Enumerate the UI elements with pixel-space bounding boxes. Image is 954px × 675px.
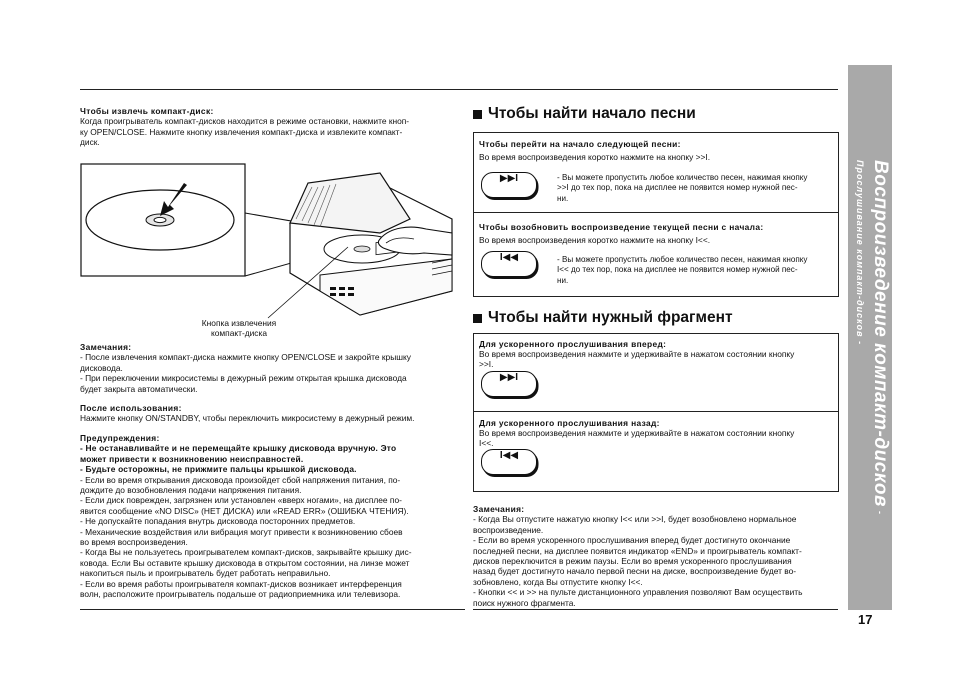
fast-forward-button: [481, 371, 537, 397]
note-line: - После извлечения компакт-диска нажмите кнопку OPEN/CLOSE и закройте крышку: [80, 352, 411, 363]
eject-illustration: [80, 163, 462, 338]
note-line: - Кнопки << и >> на пульте дистанционного управления позволяют Вам осуществить: [473, 587, 803, 598]
top-rule: [80, 89, 838, 90]
warning-line: ковода. Если Вы оставите крышку дисковода в открытом состоянии, на линзе может: [80, 557, 410, 568]
next-track-icon: ▶▶I: [499, 173, 519, 184]
caption-line: компакт-диска: [210, 328, 267, 339]
fast-reverse-box: [473, 411, 839, 492]
fast-reverse-icon: I◀◀: [499, 450, 519, 461]
section2-title-text: Чтобы найти нужный фрагмент: [488, 309, 733, 326]
warning-line: - Не допускайте попадания внутрь дисковода посторонних предметов.: [80, 516, 356, 527]
previous-track-button: [481, 251, 537, 277]
warning-bold-line: - Будьте осторожны, не прижмите пальцы крышкой дисковода.: [80, 464, 357, 475]
note-line: - Если во время ускоренного прослушивания вперед будет достигнуто окончание: [473, 535, 791, 546]
eject-caption: [184, 318, 294, 339]
lid: [290, 173, 410, 233]
right-notes-heading: Замечания:: [473, 504, 525, 514]
fast-reverse-heading: Для ускоренного прослушивания назад:: [479, 418, 660, 428]
eject-line: ку OPEN/CLOSE. Нажмите кнопку извлечения компакт-диска и извлеките компакт-: [80, 126, 403, 137]
next-track-button: [481, 172, 537, 198]
warning-line: - Если во время работы проигрывателя компакт-дисков возникает интерференция: [80, 578, 402, 589]
note-line: назад будет достигнуто начало первой песни на диске, воспроизведение будет во-: [473, 566, 797, 577]
warning-bold-line: - Не останавливайте и не перемещайте крышку дисковода вручную. Это: [80, 443, 397, 454]
restart-song-box: [473, 212, 839, 297]
bottom-rule-left: [80, 609, 465, 610]
next-song-box: [473, 132, 839, 214]
note-line: ни.: [557, 275, 569, 285]
note-line: - Вы можете пропустить любое количество песен, нажимая кнопку: [557, 173, 808, 182]
eject-line: диск.: [80, 137, 100, 148]
next-song-heading: Чтобы перейти на начало следующей песни:: [479, 139, 681, 149]
warning-line: во время воспроизведения.: [80, 537, 188, 548]
warning-line: - Когда Вы не пользуетесь проигрывателем компакт-дисков, закрывайте крышку дис-: [80, 547, 412, 558]
warning-bold-line: может привести к возникновению неисправностей.: [80, 453, 304, 464]
note-line: - Вы можете пропустить любое количество песен, нажимая кнопку: [557, 255, 808, 264]
note-line: зобновлено, когда Вы отпустите кнопку I<<.: [473, 576, 643, 587]
page-number: 17: [858, 612, 873, 627]
next-song-line: Во время воспроизведения коротко нажмите на кнопку >>I.: [479, 152, 711, 162]
note-line: - При переключении микросистемы в дежурный режим открытая крышка дисковода: [80, 373, 407, 384]
bottom-rule-right: [473, 609, 838, 610]
fast-forward-box: [473, 333, 839, 413]
fast-forward-text: [479, 349, 835, 370]
text-line: I<<.: [479, 438, 494, 449]
fast-reverse-text: [479, 428, 835, 449]
note-line: I<< до тех пор, пока на дисплее не появится номер нужной пес-: [557, 265, 798, 275]
eject-section: [80, 106, 470, 148]
note-line: последней песни, на дисплее появится индикатор «END» и проигрыватель компакт-: [473, 545, 802, 556]
warning-line: - Механические воздействия или вибрация могут привести к возникновению сбоев: [80, 526, 403, 537]
warning-line: дождите до возобновления подачи напряжения питания.: [80, 485, 302, 496]
warning-line: - Если диск поврежден, загрязнен или установлен «вверх ногами», на дисплее по-: [80, 495, 402, 506]
caption-line: Кнопка извлечения: [201, 318, 277, 328]
next-song-note: [557, 173, 837, 204]
section2-title: [473, 309, 733, 327]
left-notes: [80, 342, 470, 394]
warning-line: накопиться пыль и проигрыватель будет работать неправильно.: [80, 568, 331, 579]
note-line: >>I до тех пор, пока на дисплее не появится номер нужной пес-: [557, 183, 798, 193]
warnings-section: [80, 433, 472, 600]
fast-reverse-button: [481, 449, 537, 475]
fast-forward-icon: ▶▶I: [499, 372, 519, 383]
warning-line: - Если во время открывания дисковода произойдет сбой напряжения питания, по-: [80, 474, 401, 485]
restart-song-line: Во время воспроизведения коротко нажмите на кнопку I<<.: [479, 235, 711, 245]
note-line: дисков переключится в режим паузы. Если во время ускоренного прослушивания: [473, 556, 792, 567]
after-use-heading: После использования:: [80, 403, 182, 413]
restart-song-note: [557, 255, 837, 286]
chapter-subtitle: - Прослушивание компакт-дисков -: [855, 160, 885, 516]
note-line: будет закрыта автоматически.: [80, 383, 198, 394]
section1-title-text: Чтобы найти начало песни: [488, 105, 696, 122]
chapter-tab-text: [851, 160, 891, 580]
note-line: воспроизведение.: [473, 524, 544, 535]
note-line: дисковода.: [80, 362, 123, 373]
after-use-line: Нажмите кнопку ON/STANDBY, чтобы переключить микросистему в дежурный режим.: [80, 413, 415, 424]
warning-line: явится сообщение «NO DISC» (НЕТ ДИСКА) или «READ ERR» (ОШИБКА ЧТЕНИЯ).: [80, 505, 409, 516]
chapter-title: Воспроизведение компакт-дисков: [870, 160, 891, 507]
text-line: Во время воспроизведения нажмите и удерживайте в нажатом состоянии кнопку: [479, 349, 795, 359]
square-bullet-icon: [473, 314, 482, 323]
previous-track-icon: I◀◀: [499, 252, 519, 263]
note-line: поиск нужного фрагмента.: [473, 597, 576, 608]
warnings-heading: Предупреждения:: [80, 433, 160, 443]
square-bullet-icon: [473, 110, 482, 119]
text-line: Во время воспроизведения нажмите и удерживайте в нажатом состоянии кнопку: [479, 428, 795, 438]
text-line: >>I.: [479, 359, 494, 370]
section1-title: [473, 105, 696, 123]
warning-line: волн, расположите проигрыватель подальше от радиоприемника или телевизора.: [80, 589, 401, 600]
after-use-section: [80, 403, 470, 424]
restart-song-heading: Чтобы возобновить воспроизведение текущей песни с начала:: [479, 222, 764, 232]
note-line: - Когда Вы отпустите нажатую кнопку I<< или >>I, будет возобновлено нормальное: [473, 514, 797, 525]
right-notes: [473, 504, 845, 608]
eject-line: Когда проигрыватель компакт-дисков находится в режиме остановки, нажмите кноп-: [80, 116, 410, 127]
left-notes-heading: Замечания:: [80, 342, 132, 352]
fast-forward-heading: Для ускоренного прослушивания вперед:: [479, 339, 667, 349]
note-line: ни.: [557, 193, 569, 203]
eject-heading: Чтобы извлечь компакт-диск:: [80, 106, 214, 116]
